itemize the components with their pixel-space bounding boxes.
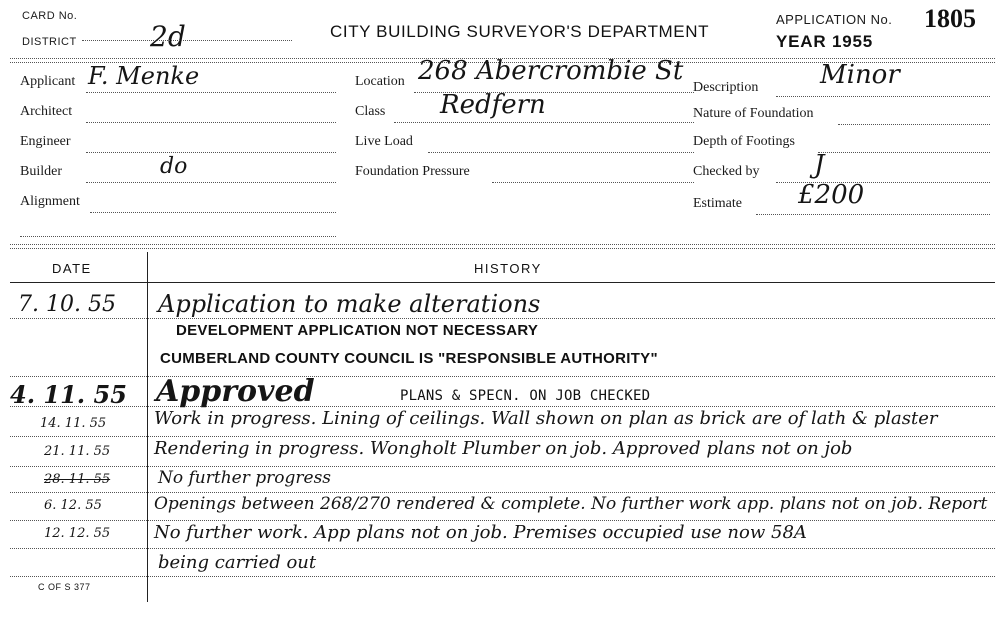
history-text: Rendering in progress. Wongholt Plumber on job. Approved plans not on job xyxy=(154,438,853,459)
estimate-value: £200 xyxy=(798,180,865,210)
builder-value: do xyxy=(160,154,188,179)
checked-stamp: PLANS & SPECN. ON JOB CHECKED xyxy=(400,388,651,404)
engineer-label: Engineer xyxy=(20,134,71,149)
history-text: Openings between 268/270 rendered & complete. No further work app. plans not on job. Report xyxy=(154,494,988,514)
applicant-label: Applicant xyxy=(20,74,76,89)
description-line xyxy=(776,96,990,97)
row-line xyxy=(10,520,995,521)
authority-stamp: CUMBERLAND COUNTY COUNCIL IS "RESPONSIBLE AUTHORITY" xyxy=(160,350,658,367)
estimate-line xyxy=(756,214,990,215)
form-code: C OF S 377 xyxy=(38,582,91,592)
checked-by-value: J xyxy=(814,150,825,180)
application-no-label: APPLICATION No. xyxy=(776,12,893,27)
alignment-line-2 xyxy=(20,236,336,237)
foundation-pressure-label: Foundation Pressure xyxy=(355,164,470,179)
approved-text: Approved xyxy=(156,374,315,409)
class-line xyxy=(394,122,694,123)
history-date: 12. 12. 55 xyxy=(44,526,111,541)
engineer-line xyxy=(86,152,336,153)
description-value: Minor xyxy=(820,60,900,90)
history-column-header: HISTORY xyxy=(474,261,542,276)
row-line xyxy=(10,492,995,493)
applicant-value: F. Menke xyxy=(88,62,200,90)
history-date: 6. 12. 55 xyxy=(44,498,102,513)
history-text: No further progress xyxy=(158,468,332,488)
row-line xyxy=(10,548,995,549)
description-label: Description xyxy=(693,80,759,95)
district-line xyxy=(82,40,292,41)
location-label: Location xyxy=(355,74,405,89)
fields-divider-2 xyxy=(10,248,995,249)
date-column-header: DATE xyxy=(52,261,92,276)
history-date: 7. 10. 55 xyxy=(18,292,116,317)
row-line xyxy=(10,318,995,319)
history-date: 14. 11. 55 xyxy=(40,416,107,431)
builder-line xyxy=(86,182,336,183)
class-value: Redfern xyxy=(440,90,546,120)
department-title: CITY BUILDING SURVEYOR'S DEPARTMENT xyxy=(330,22,710,41)
row-line xyxy=(10,576,995,577)
history-text: Application to make alterations xyxy=(158,290,541,318)
history-header-rule xyxy=(10,282,995,283)
architect-line xyxy=(86,122,336,123)
architect-label: Architect xyxy=(20,104,73,119)
checked-by-label: Checked by xyxy=(693,164,760,179)
applicant-line xyxy=(86,92,336,93)
location-value: 268 Abercrombie St xyxy=(418,56,684,86)
district-value: 2d xyxy=(150,20,186,53)
nature-of-foundation-line xyxy=(838,124,990,125)
live-load-line xyxy=(428,152,694,153)
history-text: No further work. App plans not on job. Premises occupied use now 58A xyxy=(154,522,807,543)
application-number: 1805 xyxy=(924,4,976,33)
nature-of-foundation-label: Nature of Foundation xyxy=(693,106,814,121)
year-label: YEAR 1955 xyxy=(776,32,873,51)
class-label: Class xyxy=(355,104,386,119)
fields-divider xyxy=(10,244,995,245)
history-date: 28. 11. 55 xyxy=(44,472,111,487)
row-line xyxy=(10,466,995,467)
foundation-pressure-line xyxy=(492,182,694,183)
card-no-label: CARD No. xyxy=(22,10,78,22)
live-load-label: Live Load xyxy=(355,134,413,149)
history-text: Work in progress. Lining of ceilings. Wall shown on plan as brick are of lath & plaster xyxy=(154,408,938,429)
date-column-divider xyxy=(147,252,148,602)
row-line xyxy=(10,436,995,437)
alignment-line xyxy=(90,212,336,213)
history-date: 4. 11. 55 xyxy=(10,380,127,409)
builder-label: Builder xyxy=(20,164,62,179)
depth-of-footings-label: Depth of Footings xyxy=(693,134,795,149)
history-text: being carried out xyxy=(158,552,317,573)
alignment-label: Alignment xyxy=(20,194,80,209)
development-stamp: DEVELOPMENT APPLICATION NOT NECESSARY xyxy=(176,322,539,339)
depth-of-footings-line xyxy=(818,152,990,153)
district-label: DISTRICT xyxy=(22,36,77,48)
estimate-label: Estimate xyxy=(693,196,742,211)
history-date: 21. 11. 55 xyxy=(44,444,111,459)
